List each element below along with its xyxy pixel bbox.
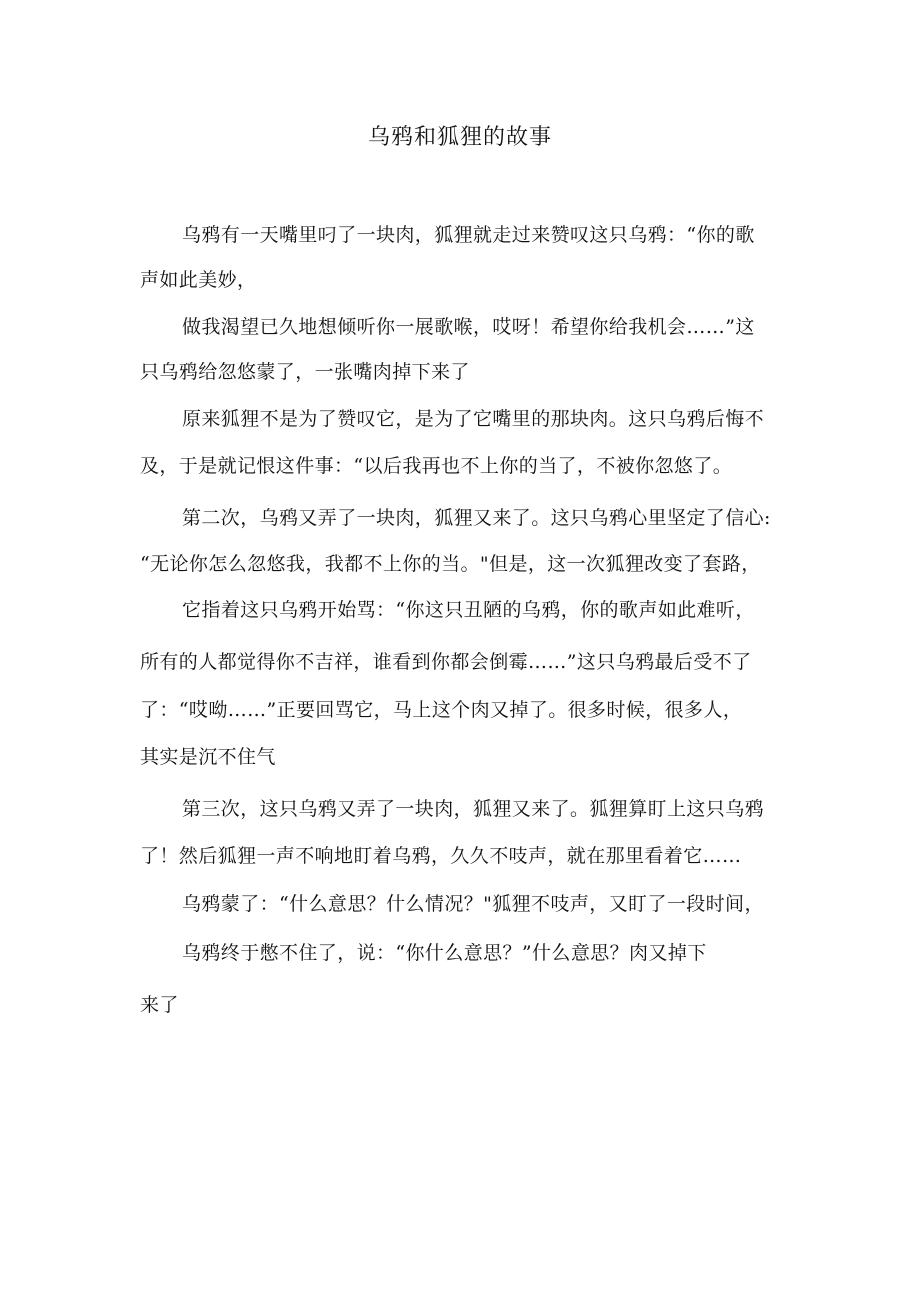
paragraph-line: 声如此美妙， — [140, 269, 257, 291]
paragraph-line: 所有的人都觉得你不吉祥，谁看到你都会倒霉……”这只乌鸦最后受不了 — [140, 651, 752, 673]
paragraph-line: 来了 — [140, 994, 179, 1016]
document-title: 乌鸦和狐狸的故事 — [367, 125, 552, 150]
paragraph-line: 乌鸦有一天嘴里叼了一块肉，狐狸就走过来赞叹这只乌鸦：“你的歌 — [182, 224, 755, 246]
paragraph-line: 乌鸦蒙了：“什么意思？什么情况？"狐狸不吱声，又盯了一段时间， — [182, 893, 764, 915]
paragraph-line: 第二次，乌鸦又弄了一块肉，狐狸又来了。这只乌鸦心里坚定了信心: — [182, 507, 771, 529]
paragraph-line: 原来狐狸不是为了赞叹它，是为了它嘴里的那块肉。这只乌鸦后悔不 — [182, 408, 765, 430]
paragraph-line: 乌鸦终于憋不住了，说：“你什么意思？”什么意思？肉又掉下 — [182, 942, 707, 964]
paragraph-line: 其实是沉不住气 — [140, 746, 276, 768]
paragraph-line: 第三次，这只乌鸦又弄了一块肉，狐狸又来了。狐狸算盯上这只乌鸦 — [182, 798, 765, 820]
paragraph-line: “无论你怎么忽悠我，我都不上你的当。"但是，这一次狐狸改变了套路， — [140, 553, 761, 575]
paragraph-line: 了！然后狐狸一声不响地盯着乌鸦，久久不吱声，就在那里看着它…… — [140, 845, 742, 867]
paragraph-line: 及，于是就记恨这件事：“以后我再也不上你的当了，不被你忽悠了。 — [140, 455, 733, 477]
paragraph-line: 它指着这只乌鸦开始骂：“你这只丑陋的乌鸦，你的歌声如此难听， — [182, 599, 755, 621]
paragraph-line: 做我渴望已久地想倾听你一展歌喉，哎呀！希望你给我机会……”这 — [182, 316, 755, 338]
paragraph-line: 只乌鸦给忽悠蒙了，一张嘴肉掉下来了 — [140, 361, 470, 383]
paragraph-line: 了：“哎呦……”正要回骂它，马上这个肉又掉了。很多时候，很多人， — [140, 699, 743, 721]
